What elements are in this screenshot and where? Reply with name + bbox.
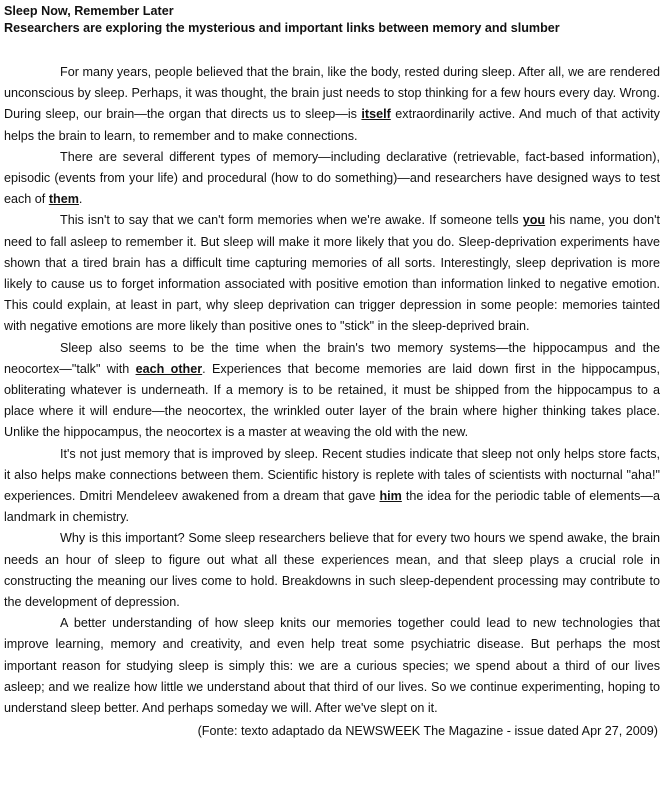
paragraph-text: the idea for the periodic table of elements—a landmark in chemistry. (4, 489, 660, 525)
paragraph-text: . Experiences that become memories are laid down first in the hippocampus, obliterating whatever is underneath. If a memory is to be retained, it must be shipped from the hippocampus to a place where it will endure—the neocortex, the wrinkled outer layer of the brain where higher thinking takes place. Unlike the hippocampus, the neocortex is a master at weaving the old with the new. (4, 361, 660, 440)
paragraph (4, 62, 660, 147)
paragraph (4, 444, 660, 529)
paragraph-text: It's not just memory that is improved by sleep. Recent studies indicate that sleep not only helps store facts, it also helps make connections between them. Scientific history is replete with tales of scientists with nocturnal "aha!" experiences. Dmitri Mendeleev awakened from a dream that gave (4, 446, 660, 504)
paragraph-text: This isn't to say that we can't form memories when we're awake. If someone tells (60, 213, 523, 228)
paragraph (4, 338, 660, 444)
highlighted-reference-word: him (379, 489, 402, 504)
paragraph (4, 528, 660, 613)
paragraph-text: Sleep also seems to be the time when the brain's two memory systems—the hippocampus and the neocortex—"talk" with (4, 340, 660, 376)
article-body (4, 62, 660, 719)
paragraph-text: extraordinarily active. And much of that activity helps the brain to learn, to remember and to make connections. (4, 107, 660, 143)
paragraph-text: his name, you don't need to fall asleep to remember it. But sleep will make it more likely that you do. Sleep-deprivation experiments have shown that a tired brain has a difficult time capturing memories of all sorts. Interestingly, sleep deprivation is more likely to cause us to forget information associated with positive emotion than information linked to negative emotion. This could explain, at least in part, why sleep deprivation can trigger depression in some people: memories tainted with negative emotions are more likely than positive ones to "stick" in the sleep-deprived brain. (4, 213, 660, 334)
source-citation: (Fonte: texto adaptado da NEWSWEEK The Magazine - issue dated Apr 27, 2009) (197, 724, 658, 739)
paragraph-text: . (78, 192, 83, 207)
paragraph (4, 147, 660, 211)
paragraph-text: A better understanding of how sleep knits our memories together could lead to new technologies that improve learning, memory and creativity, and even help treat some psychiatric disease. But perhaps the most important reason for studying sleep is simply this: we are a curious species; we spend about a third of our lives asleep; and we realize how little we understand about that third of our lives. So we continue experimenting, hoping to understand sleep better. And perhaps someday we will. After we've slept on it. (4, 616, 660, 716)
highlighted-reference-word: them (48, 192, 79, 207)
paragraph-text: For many years, people believed that the brain, like the body, rested during sleep. After all, we are rendered unconscious by sleep. Perhaps, it was thought, the brain just needs to stop thinking for a few hours every day. Wrong. During sleep, our brain—the organ that directs us to sleep—is (4, 65, 660, 122)
paragraph-text: Why is this important? Some sleep researchers believe that for every two hours we spend awake, the brain needs an hour of sleep to figure out what all these experiences mean, and that sleep plays a crucial role in constructing the meaning our lives come to hold. Breakdowns in such sleep-dependent processing may contribute to the development of depression. (4, 531, 660, 610)
paragraph-text: There are several different types of memory—including declarative (retrievable, fact-based information), episodic (events from your life) and procedural (how to do something)—and researchers have designed ways to test each of (4, 149, 660, 207)
paragraph (4, 613, 660, 719)
highlighted-reference-word: each other (135, 361, 203, 376)
article-subtitle: Researchers are exploring the mysterious and important links between memory and slumber (4, 21, 560, 35)
highlighted-reference-word: you (522, 213, 546, 228)
article-title: Sleep Now, Remember Later (4, 4, 174, 18)
paragraph (4, 210, 660, 337)
highlighted-reference-word: itself (361, 107, 391, 122)
